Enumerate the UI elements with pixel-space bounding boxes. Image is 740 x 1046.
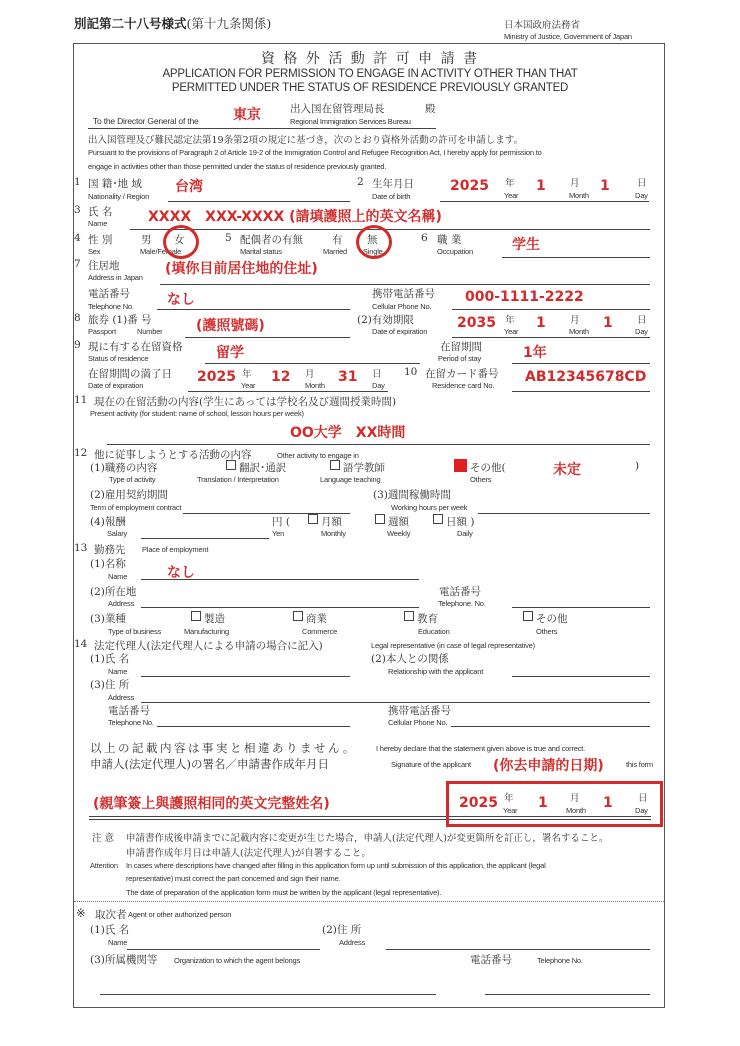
marital-label-en: Marital status [240,247,282,256]
name-underline [130,229,650,230]
period-underline [512,363,650,364]
date-note: (你去申請的日期) [493,758,604,774]
employment-tel-label-en: Telephone. No. [438,599,486,608]
agent-org-jp: (3)所属機関等 [90,954,158,966]
agent-name-jp: (1)氏 名 [90,924,130,936]
activity-type-label-en: Type of activity [109,475,156,484]
ministry-en: Ministry of Justice, Government of Japan [504,32,632,41]
bureau-en: Regional Immigration Services Bureau [290,117,411,126]
status-label-en: Status of residence [88,354,149,363]
business-label-jp: (3)業種 [90,613,126,625]
cellular-label-jp: 携帯電話番号 [372,288,435,300]
employment-label-jp: 勤務先 [94,544,126,556]
present-activity-label-jp: 現在の在留活動の内容(学生にあっては学校名及び週間授業時間) [94,396,397,408]
checkbox-icon[interactable] [226,460,236,470]
contract-label-jp: (2)雇用契約期間 [90,489,168,501]
bureau-jp: 出入国在留管理局長 [290,103,385,115]
app-day-unit-jp: 日 [638,793,648,804]
dob-month-unit-jp: 月 [570,178,580,189]
checked-checkbox-icon[interactable] [454,459,467,472]
cellular-underline [452,309,650,310]
app-day-unit-en: Day [635,806,648,815]
others-close-paren: ) [635,460,640,472]
passport-expiry-day[interactable]: 1 [603,315,613,331]
title-jp: 資 格 外 活 動 許 可 申 請 書 [260,51,480,67]
sex-options-en: Male/Female [140,247,182,256]
field-num-11: 11 [74,394,88,406]
status-value[interactable]: 留学 [216,345,244,361]
period-value[interactable]: 1年 [523,345,547,361]
nationality-value[interactable]: 台湾 [175,179,203,195]
sex-selected-circle [163,225,199,259]
passport-expiry-year[interactable]: 2035 [457,315,496,331]
stay-day-unit-jp: 日 [372,369,382,380]
sex-male-jp[interactable]: 男 [141,234,152,246]
present-activity-label-en: Present activity (for student: name of school, lesson hours per week) [90,409,304,418]
other-activity-label-en: Other activity to engage in [277,451,359,460]
field-num-6: 6 [421,232,428,244]
salary-label-jp: (4)報酬 [90,516,126,528]
dob-day-unit-en: Day [635,191,648,200]
stay-expiry-day[interactable]: 31 [338,369,358,385]
sex-label-en: Sex [88,247,101,256]
checkbox-icon[interactable] [404,611,414,621]
salary-daily[interactable] [433,514,474,529]
legal-rep-address-jp: (3)住 所 [90,679,130,691]
employment-tel-underline [512,607,650,608]
checkbox-icon[interactable] [293,611,303,621]
legal-rep-relation-en: Relationship with the applicant [388,667,484,676]
stay-year-unit-jp: 年 [242,369,252,380]
option-language-teaching-en: Language teaching [320,475,381,484]
dob-label-jp: 生年月日 [372,178,414,190]
legal-rep-relation-jp: (2)本人との関係 [371,653,449,665]
employment-name-label-en: Name [108,572,128,581]
stay-year-unit-en: Year [241,381,256,390]
preamble-jp: 出入国管理及び難民認定法第19条第2項の規定に基づき，次のとおり資格外活動の許可を申請します。 [88,135,523,146]
preamble-en-line1: Pursuant to the provisions of Paragraph 2 of Article 19-2 of the Immigration Control and Refugee Recognition Act, I hereby apply for permission to [88,148,542,157]
legal-rep-label-en: Legal representative (in case of legal representative) [371,641,535,650]
business-label-en: Type of business [108,627,162,636]
passport-expiry-label-jp: (2)有効期限 [357,314,414,326]
passport-expiry-month[interactable]: 1 [536,315,546,331]
stay-month-unit-en: Month [305,381,325,390]
legal-rep-cell-en: Cellular Phone No. [388,718,448,727]
passport-month-unit-jp: 月 [570,315,580,326]
app-year-unit-en: Year [503,806,518,815]
dob-underline [440,201,649,202]
app-month-unit-jp: 月 [570,793,580,804]
legal-rep-cell-jp: 携帯電話番号 [388,705,451,717]
passport-label-en-2: Number [137,327,163,336]
stay-month-unit-jp: 月 [305,369,315,380]
legal-rep-name-en: Name [108,667,128,676]
employment-label-en: Place of employment [142,545,209,554]
form-number [74,14,271,32]
present-activity-underline [107,444,650,445]
this-form-label: this form [626,760,653,769]
checkbox-icon[interactable] [330,460,340,470]
attention-en-line2: representative) must correct the part concerned and sign their name. [126,874,341,883]
business-manufacturing-en: Manufacturing [184,627,229,636]
business-others-label: その他 [536,613,568,625]
passport-number-value[interactable]: (護照號碼) [196,318,265,334]
stay-expiry-label-en: Date of expiration [88,381,144,390]
address-value[interactable]: (填你目前居住地的住址) [165,261,318,277]
field-num-5: 5 [225,232,232,244]
passport-day-unit-en: Day [635,327,648,336]
address-label-en: Address in Japan [88,273,143,282]
period-label-en: Period of stay [438,354,482,363]
addressee-to: To the Director General of the [93,116,199,126]
dob-year-unit-jp: 年 [505,178,515,189]
field-num-4: 4 [74,232,81,244]
cellular-value[interactable]: 000-1111-2222 [465,289,584,305]
employment-name-label-jp: (1)名称 [90,558,126,570]
hours-underline [478,513,650,514]
agent-label-en: Agent or other authorized person [128,910,232,919]
nationality-label-en: Nationality / Region [88,192,150,201]
field-num-10: 10 [404,366,418,378]
contract-label-en: Term of employment contract [90,503,182,512]
address-label-jp: 住居地 [88,260,120,272]
dob-label-en: Date of birth [372,192,411,201]
field-num-12: 12 [74,447,88,459]
agent-org-underline [100,994,436,995]
field-num-1: 1 [74,176,81,188]
marital-married-jp[interactable]: 有 [332,234,343,246]
telephone-value[interactable]: なし [167,292,195,308]
salary-label-en: Salary [107,529,128,538]
dob-year-unit-en: Year [504,191,519,200]
addressee-underline [88,128,436,129]
attention-en-line1: In cases where descriptions have changed after filling in this application form up until submission of this application, the applicant (legal [126,861,546,870]
salary-daily-en: Daily [457,529,473,538]
marital-single-jp[interactable]: 無 [367,234,378,246]
attention-jp-line2: 申請書作成年月日は申請人(法定代理人)が自署すること。 [126,848,371,859]
passport-expiry-label-en: Date of expiration [372,327,428,336]
legal-rep-tel-underline [157,726,350,727]
agent-org-en: Organization to which the agent belongs [174,956,301,965]
residence-card-value[interactable]: AB12345678CD [525,369,647,385]
occupation-label-en: Occupation [437,247,473,256]
address-underline [160,284,650,285]
business-others[interactable] [523,611,568,626]
agent-tel-jp: 電話番号 [470,954,512,966]
application-day[interactable]: 1 [603,795,613,811]
passport-number-underline [185,337,350,338]
agent-tel-en: Telephone No. [537,956,583,965]
marital-single-en: Single [363,247,383,256]
stay-day-unit-en: Day [372,381,385,390]
stay-expiry-year[interactable]: 2025 [197,369,236,385]
preamble-en-line2: engage in activities other than those permitted under the status of residence previously granted. [88,162,387,171]
checkbox-icon[interactable] [433,514,443,524]
checkbox-icon[interactable] [523,611,533,621]
option-translation-en: Translation / Interpretation [197,475,279,484]
residence-card-underline [512,391,650,392]
hours-label-jp: (3)週間稼働時間 [373,489,451,501]
nationality-label-jp: 国 籍･地 域 [88,178,142,190]
legal-rep-tel-en: Telephone No. [108,718,154,727]
business-education-label: 教育 [417,613,438,625]
salary-underline [141,538,269,539]
hours-label-en: Working hours per week [391,503,468,512]
business-education[interactable] [404,611,438,626]
nationality-underline [168,201,350,202]
passport-year-unit-en: Year [504,327,519,336]
dob-year[interactable]: 2025 [450,178,489,194]
option-others-en: Others [470,475,492,484]
agent-name-underline [127,949,320,950]
other-activity-label-jp: 他に従事しようとする活動の内容 [94,449,252,461]
name-value[interactable]: XXXX XXX-XXXX (請填護照上的英文名稱) [148,209,442,225]
application-year[interactable]: 2025 [459,795,498,811]
salary-daily-label: 日額 ) [446,516,475,528]
option-language-teaching[interactable] [330,460,385,475]
agent-address-jp: (2)住 所 [322,924,362,936]
name-label-en: Name [88,219,108,228]
business-manufacturing-label: 製造 [204,613,225,625]
yen-label-jp: 円 ( [272,516,290,528]
form-article: (第十九条関係) [186,16,272,31]
present-activity-value[interactable]: OO大学 XX時間 [290,425,406,441]
passport-month-unit-en: Month [569,327,589,336]
declaration-en: I hereby declare that the statement given above is true and correct. [376,744,586,753]
checkbox-icon[interactable] [191,611,201,621]
section-divider [74,901,664,902]
passport-day-unit-jp: 日 [637,315,647,326]
employment-name-value[interactable]: なし [167,565,195,581]
business-education-en: Education [418,627,450,636]
passport-expiry-underline [452,337,650,338]
salary-monthly-label: 月額 [321,516,342,528]
signature-label-en: Signature of the applicant [391,760,471,769]
option-translation-label: 翻訳･通訳 [239,462,287,474]
app-year-unit-jp: 年 [504,793,514,804]
field-num-3: 3 [74,204,81,216]
declaration-jp: 以上の記載内容は事実と相違ありません。 [90,741,357,755]
legal-rep-tel-jp: 電話番号 [108,705,150,717]
telephone-label-en: Telephone No. [88,302,134,311]
bureau-value[interactable]: 東京 [233,107,261,123]
marital-selected-circle [356,225,392,259]
business-commerce-label: 商業 [306,613,327,625]
others-value[interactable]: 未定 [553,462,581,478]
legal-rep-relation-underline [512,676,650,677]
signature-note[interactable]: (親筆簽上與護照相同的英文完整姓名) [93,796,330,812]
occupation-label-jp: 職 業 [437,234,462,246]
employment-address-label-en: Address [108,599,135,608]
attention-en-line3: The date of preparation of the application form must be written by the applicant (legal representative). [126,888,442,897]
field-num-13: 13 [74,542,88,554]
attention-label-jp: 注 意 [92,833,115,844]
passport-label-jp: 旅券 (1)番 号 [88,314,152,326]
agent-mark: ※ [76,906,86,920]
marital-label-jp: 配偶者の有無 [240,234,303,246]
business-commerce-en: Commerce [302,627,338,636]
employment-address-label-jp: (2)所在地 [90,586,137,598]
option-language-teaching-label: 語学教師 [343,462,385,474]
app-month-unit-en: Month [566,806,586,815]
name-label-jp: 氏 名 [88,206,113,218]
salary-weekly[interactable] [375,514,409,529]
employment-name-underline [141,579,419,580]
field-num-8: 8 [74,312,81,324]
agent-address-en: Address [339,938,366,947]
telephone-label-jp: 電話番号 [88,288,130,300]
dob-month-unit-en: Month [569,191,589,200]
dob-day[interactable]: 1 [600,178,610,194]
salary-monthly[interactable] [308,514,342,529]
honorific: 殿 [425,103,436,115]
field-num-9: 9 [74,339,81,351]
stay-expiry-month[interactable]: 12 [271,369,291,385]
business-others-en: Others [536,627,558,636]
application-month[interactable]: 1 [538,795,548,811]
sex-female-jp[interactable]: 女 [174,234,185,246]
option-translation[interactable] [226,460,286,475]
field-num-14: 14 [74,638,88,650]
employment-address-underline [141,607,419,608]
field-num-7: 7 [74,258,81,270]
option-others[interactable] [454,459,506,475]
attention-jp-line1: 申請書作成後申請までに記載内容に変更が生じた場合，申請人(法定代理人)が変更箇所を訂正し，署名すること。 [126,833,609,844]
activity-type-label-jp: (1)職務の内容 [90,462,158,474]
status-label-jp: 現に有する在留資格 [88,341,183,353]
residence-card-label-en: Residence card No. [432,381,495,390]
agent-tel-underline [485,994,650,995]
residence-card-label-jp: 在留カード番号 [425,368,499,380]
ministry-jp: 日本国政府法務省 [504,20,581,31]
salary-monthly-en: Monthly [321,529,346,538]
legal-rep-cell-underline [451,726,650,727]
legal-rep-name-underline [141,676,350,677]
salary-weekly-en: Weekly [387,529,411,538]
telephone-underline [157,309,350,310]
business-manufacturing[interactable] [191,611,225,626]
business-commerce[interactable] [293,611,327,626]
stay-expiry-label-jp: 在留期間の満了日 [88,368,172,380]
title-en-line1: APPLICATION FOR PERMISSION TO ENGAGE IN ACTIVITY OTHER THAN THAT [162,68,578,80]
field-num-2: 2 [357,176,364,188]
occupation-underline [502,257,650,258]
agent-label-jp: 取次者 [95,909,127,921]
checkbox-icon[interactable] [375,514,385,524]
checkbox-icon[interactable] [308,514,318,524]
title-en-line2: PERMITTED UNDER THE STATUS OF RESIDENCE PREVIOUSLY GRANTED [171,82,569,94]
agent-address-underline [386,949,650,950]
attention-label-en: Attention [90,861,118,870]
marital-married-en: Married [323,247,348,256]
option-others-label: その他( [470,462,506,474]
passport-label-en-1: Passport [88,327,116,336]
legal-rep-address-en: Address [108,693,135,702]
legal-rep-label-jp: 法定代理人(法定代理人による申請の場合に記入) [94,640,323,652]
employment-tel-label-jp: 電話番号 [439,586,481,598]
form-number-text: 別記第二十八号様式 [74,16,187,31]
salary-weekly-label: 週額 [388,516,409,528]
stay-expiry-underline [188,391,388,392]
legal-rep-name-jp: (1)氏 名 [90,653,130,665]
period-label-jp: 在留期間 [440,341,482,353]
dob-month[interactable]: 1 [536,178,546,194]
yen-label-en: Yen [272,529,285,538]
sex-label-jp: 性 別 [88,234,113,246]
cellular-label-en: Cellular Phone No. [372,302,432,311]
agent-name-en: Name [108,938,128,947]
signature-label-jp: 申請人(法定代理人)の署名／申請書作成年月日 [90,757,329,771]
occupation-value[interactable]: 学生 [512,237,540,253]
passport-year-unit-jp: 年 [505,315,515,326]
status-underline [205,363,420,364]
dob-day-unit-jp: 日 [637,178,647,189]
